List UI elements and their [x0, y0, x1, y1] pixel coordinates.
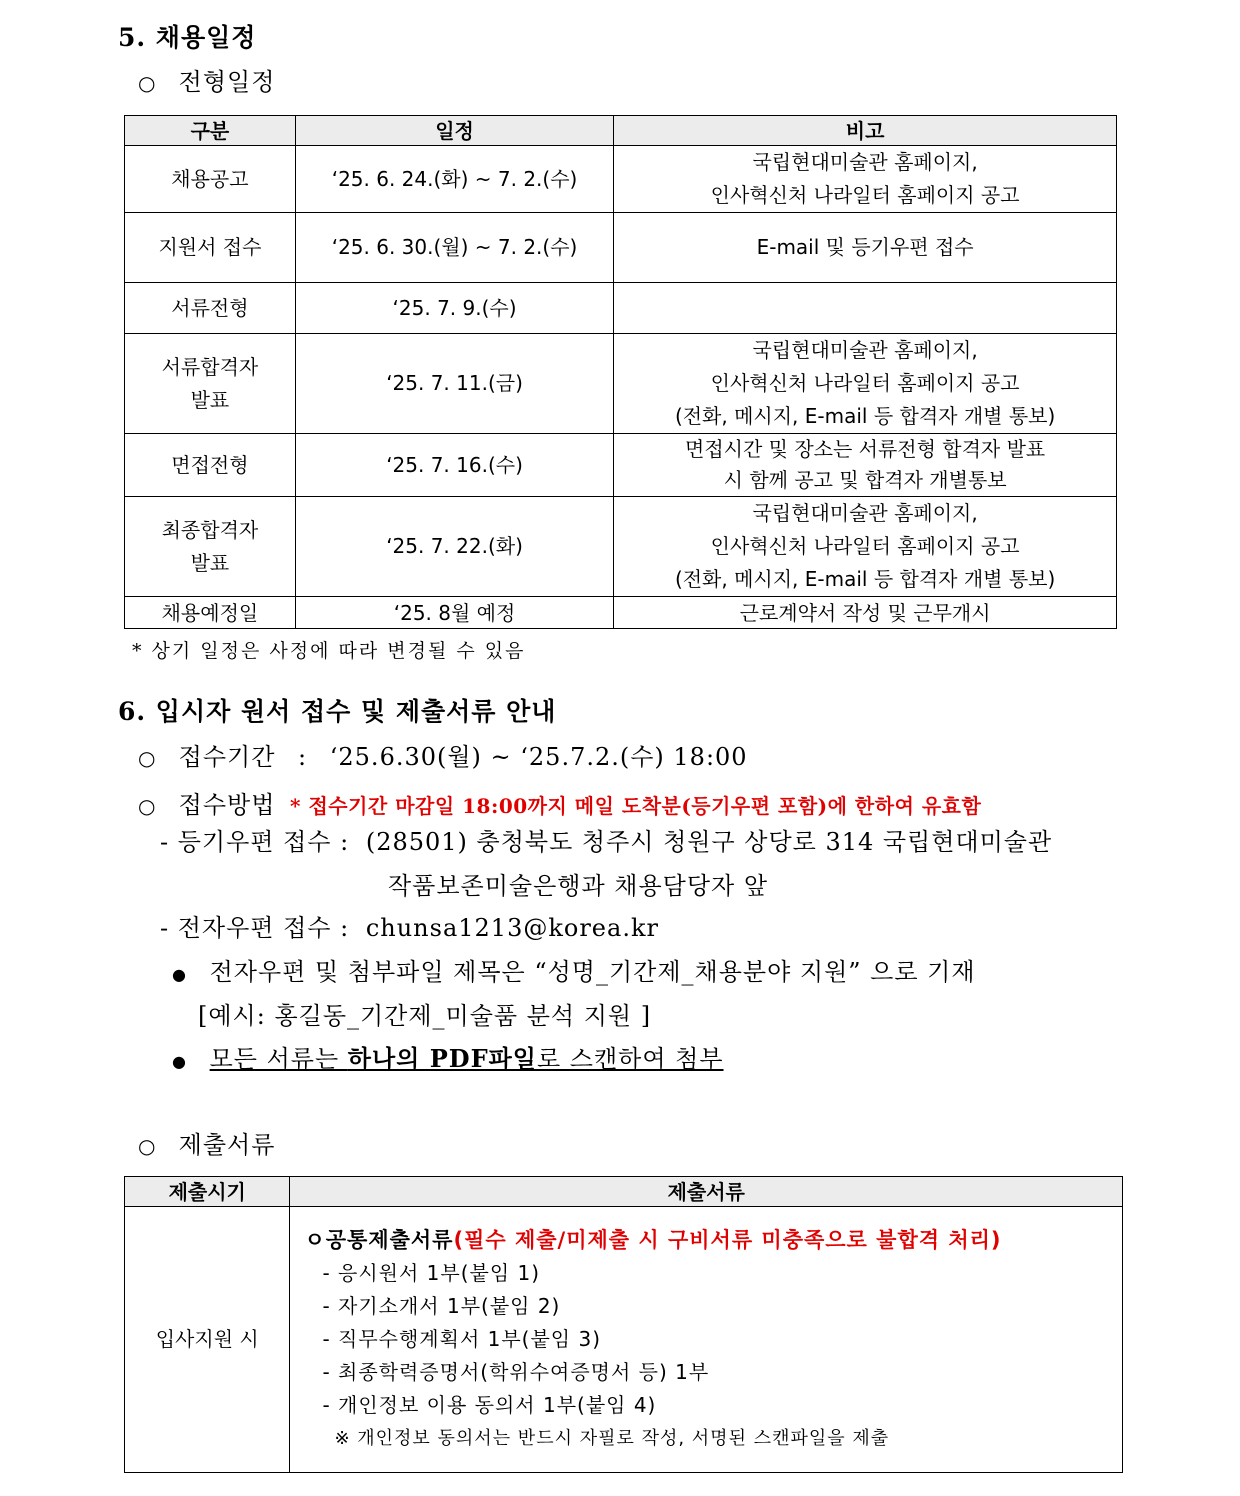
- schedule-label: 최종합격자 발표: [125, 497, 296, 597]
- table-row: [125, 434, 1117, 497]
- documents-header-row: [125, 1177, 1123, 1207]
- section5-sub-label: 전형일정: [178, 68, 276, 96]
- bullet-icon: ●: [172, 1052, 187, 1071]
- schedule-footnote: * 상기 일정은 사정에 따라 변경될 수 있음: [132, 640, 526, 662]
- docs-sub-label: 제출서류: [178, 1131, 276, 1159]
- schedule-note: 국립현대미술관 홈페이지, 인사혁신처 나라일터 홈페이지 공고 (전화, 메시지, E-mail 등 합격자 개별 통보): [614, 334, 1117, 434]
- table-row: [125, 213, 1117, 283]
- bullet-2-text: 모든 서류는 하나의 PDF파일로 스캔하여 첨부: [209, 1044, 724, 1073]
- schedule-label: 채용공고: [125, 146, 296, 213]
- method-label: 접수방법: [178, 791, 276, 819]
- documents-list: [290, 1207, 1123, 1473]
- circle-bullet-icon: ○: [138, 71, 157, 95]
- schedule-label: 면접전형: [125, 434, 296, 497]
- schedule-note: 국립현대미술관 홈페이지, 인사혁신처 나라일터 홈페이지 공고: [614, 146, 1117, 213]
- method-line: [138, 785, 981, 820]
- schedule-header-category: 구분: [125, 116, 296, 146]
- docs-subheading: [138, 1125, 275, 1160]
- schedule-header-row: [125, 116, 1117, 146]
- documents-title: ㅇ공통제출서류(필수 제출/미제출 시 구비서류 미충족으로 불합격 처리): [304, 1228, 1002, 1252]
- schedule-header-note: 비고: [614, 116, 1117, 146]
- bullet-1-text: 전자우편 및 첨부파일 제목은 “성명_기간제_채용분야 지원” 으로 기재: [209, 958, 976, 986]
- schedule-header-date: 일정: [295, 116, 613, 146]
- table-row: [125, 1207, 1123, 1473]
- period-colon: :: [298, 743, 308, 771]
- email-value: chunsa1213@korea.kr: [365, 914, 659, 942]
- schedule-label: 지원서 접수: [125, 213, 296, 283]
- schedule-label: 채용예정일: [125, 597, 296, 629]
- circle-bullet-icon: ○: [138, 794, 157, 818]
- circle-bullet-icon: ○: [138, 746, 157, 770]
- schedule-date: ‘25. 7. 9.(수): [295, 283, 613, 334]
- circle-bullet-icon: ○: [138, 1134, 157, 1158]
- schedule-note: E-mail 및 등기우편 접수: [614, 213, 1117, 283]
- table-row: [125, 497, 1117, 597]
- bullet-icon: ●: [172, 965, 187, 984]
- mail-line: [160, 822, 1052, 857]
- documents-header-when: 제출시기: [125, 1177, 290, 1207]
- schedule-date: ‘25. 7. 16.(수): [295, 434, 613, 497]
- method-note: * 접수기간 마감일 18:00까지 메일 도착분(등기우편 포함)에 한하여 유효함: [290, 794, 982, 818]
- list-item: - 자기소개서 1부(붙임 2): [322, 1294, 561, 1318]
- list-item: - 개인정보 이용 동의서 1부(붙임 4): [322, 1393, 657, 1417]
- schedule-date: ‘25. 6. 30.(월) ~ 7. 2.(수): [295, 213, 613, 283]
- schedule-table: [124, 115, 1117, 629]
- section5-heading: 5. 채용일정: [118, 23, 257, 52]
- list-item: - 응시원서 1부(붙임 1): [322, 1261, 541, 1285]
- mail-address-2: 작품보존미술은행과 채용담당자 앞: [388, 872, 769, 900]
- documents-note: ※ 개인정보 동의서는 반드시 자필로 작성, 서명된 스캔파일을 제출: [334, 1428, 890, 1449]
- schedule-date: ‘25. 6. 24.(화) ~ 7. 2.(수): [295, 146, 613, 213]
- schedule-date: ‘25. 7. 11.(금): [295, 334, 613, 434]
- email-line: [160, 908, 659, 943]
- period-line: [138, 737, 748, 772]
- table-row: [125, 146, 1117, 213]
- schedule-date: ‘25. 7. 22.(화): [295, 497, 613, 597]
- schedule-note: 근로계약서 작성 및 근무개시: [614, 597, 1117, 629]
- small-circle-icon: ㅇ: [304, 1228, 326, 1252]
- table-row: [125, 283, 1117, 334]
- mail-address-1: (28501) 충청북도 청주시 청원구 상당로 314 국립현대미술관: [365, 828, 1053, 856]
- section6-heading: 6. 입시자 원서 접수 및 제출서류 안내: [118, 697, 557, 726]
- schedule-label: 서류전형: [125, 283, 296, 334]
- period-label: 접수기간: [178, 743, 276, 771]
- bullet-line-2: [172, 1039, 724, 1074]
- mail-label: - 등기우편 접수 :: [160, 828, 350, 856]
- table-row: [125, 334, 1117, 434]
- schedule-note: 국립현대미술관 홈페이지, 인사혁신처 나라일터 홈페이지 공고 (전화, 메시지, E-mail 등 합격자 개별 통보): [614, 497, 1117, 597]
- schedule-note: [614, 283, 1117, 334]
- list-item: - 최종학력증명서(학위수여증명서 등) 1부: [322, 1360, 710, 1384]
- section5-subheading: [138, 62, 275, 97]
- period-value: ‘25.6.30(월) ~ ‘25.7.2.(수) 18:00: [329, 743, 748, 771]
- schedule-label: 서류합격자 발표: [125, 334, 296, 434]
- documents-table: [124, 1176, 1123, 1473]
- documents-header-docs: 제출서류: [290, 1177, 1123, 1207]
- list-item: - 직무수행계획서 1부(붙임 3): [322, 1327, 601, 1351]
- bullet-line-1: [172, 952, 976, 987]
- schedule-note: 면접시간 및 장소는 서류전형 합격자 발표 시 함께 공고 및 합격자 개별통보: [614, 434, 1117, 497]
- documents-when: 입사지원 시: [125, 1207, 290, 1473]
- bullet-1-example: [예시: 홍길동_기간제_미술품 분석 지원 ]: [198, 1002, 652, 1030]
- email-label: - 전자우편 접수 :: [160, 914, 350, 942]
- schedule-date: ‘25. 8월 예정: [295, 597, 613, 629]
- table-row: [125, 597, 1117, 629]
